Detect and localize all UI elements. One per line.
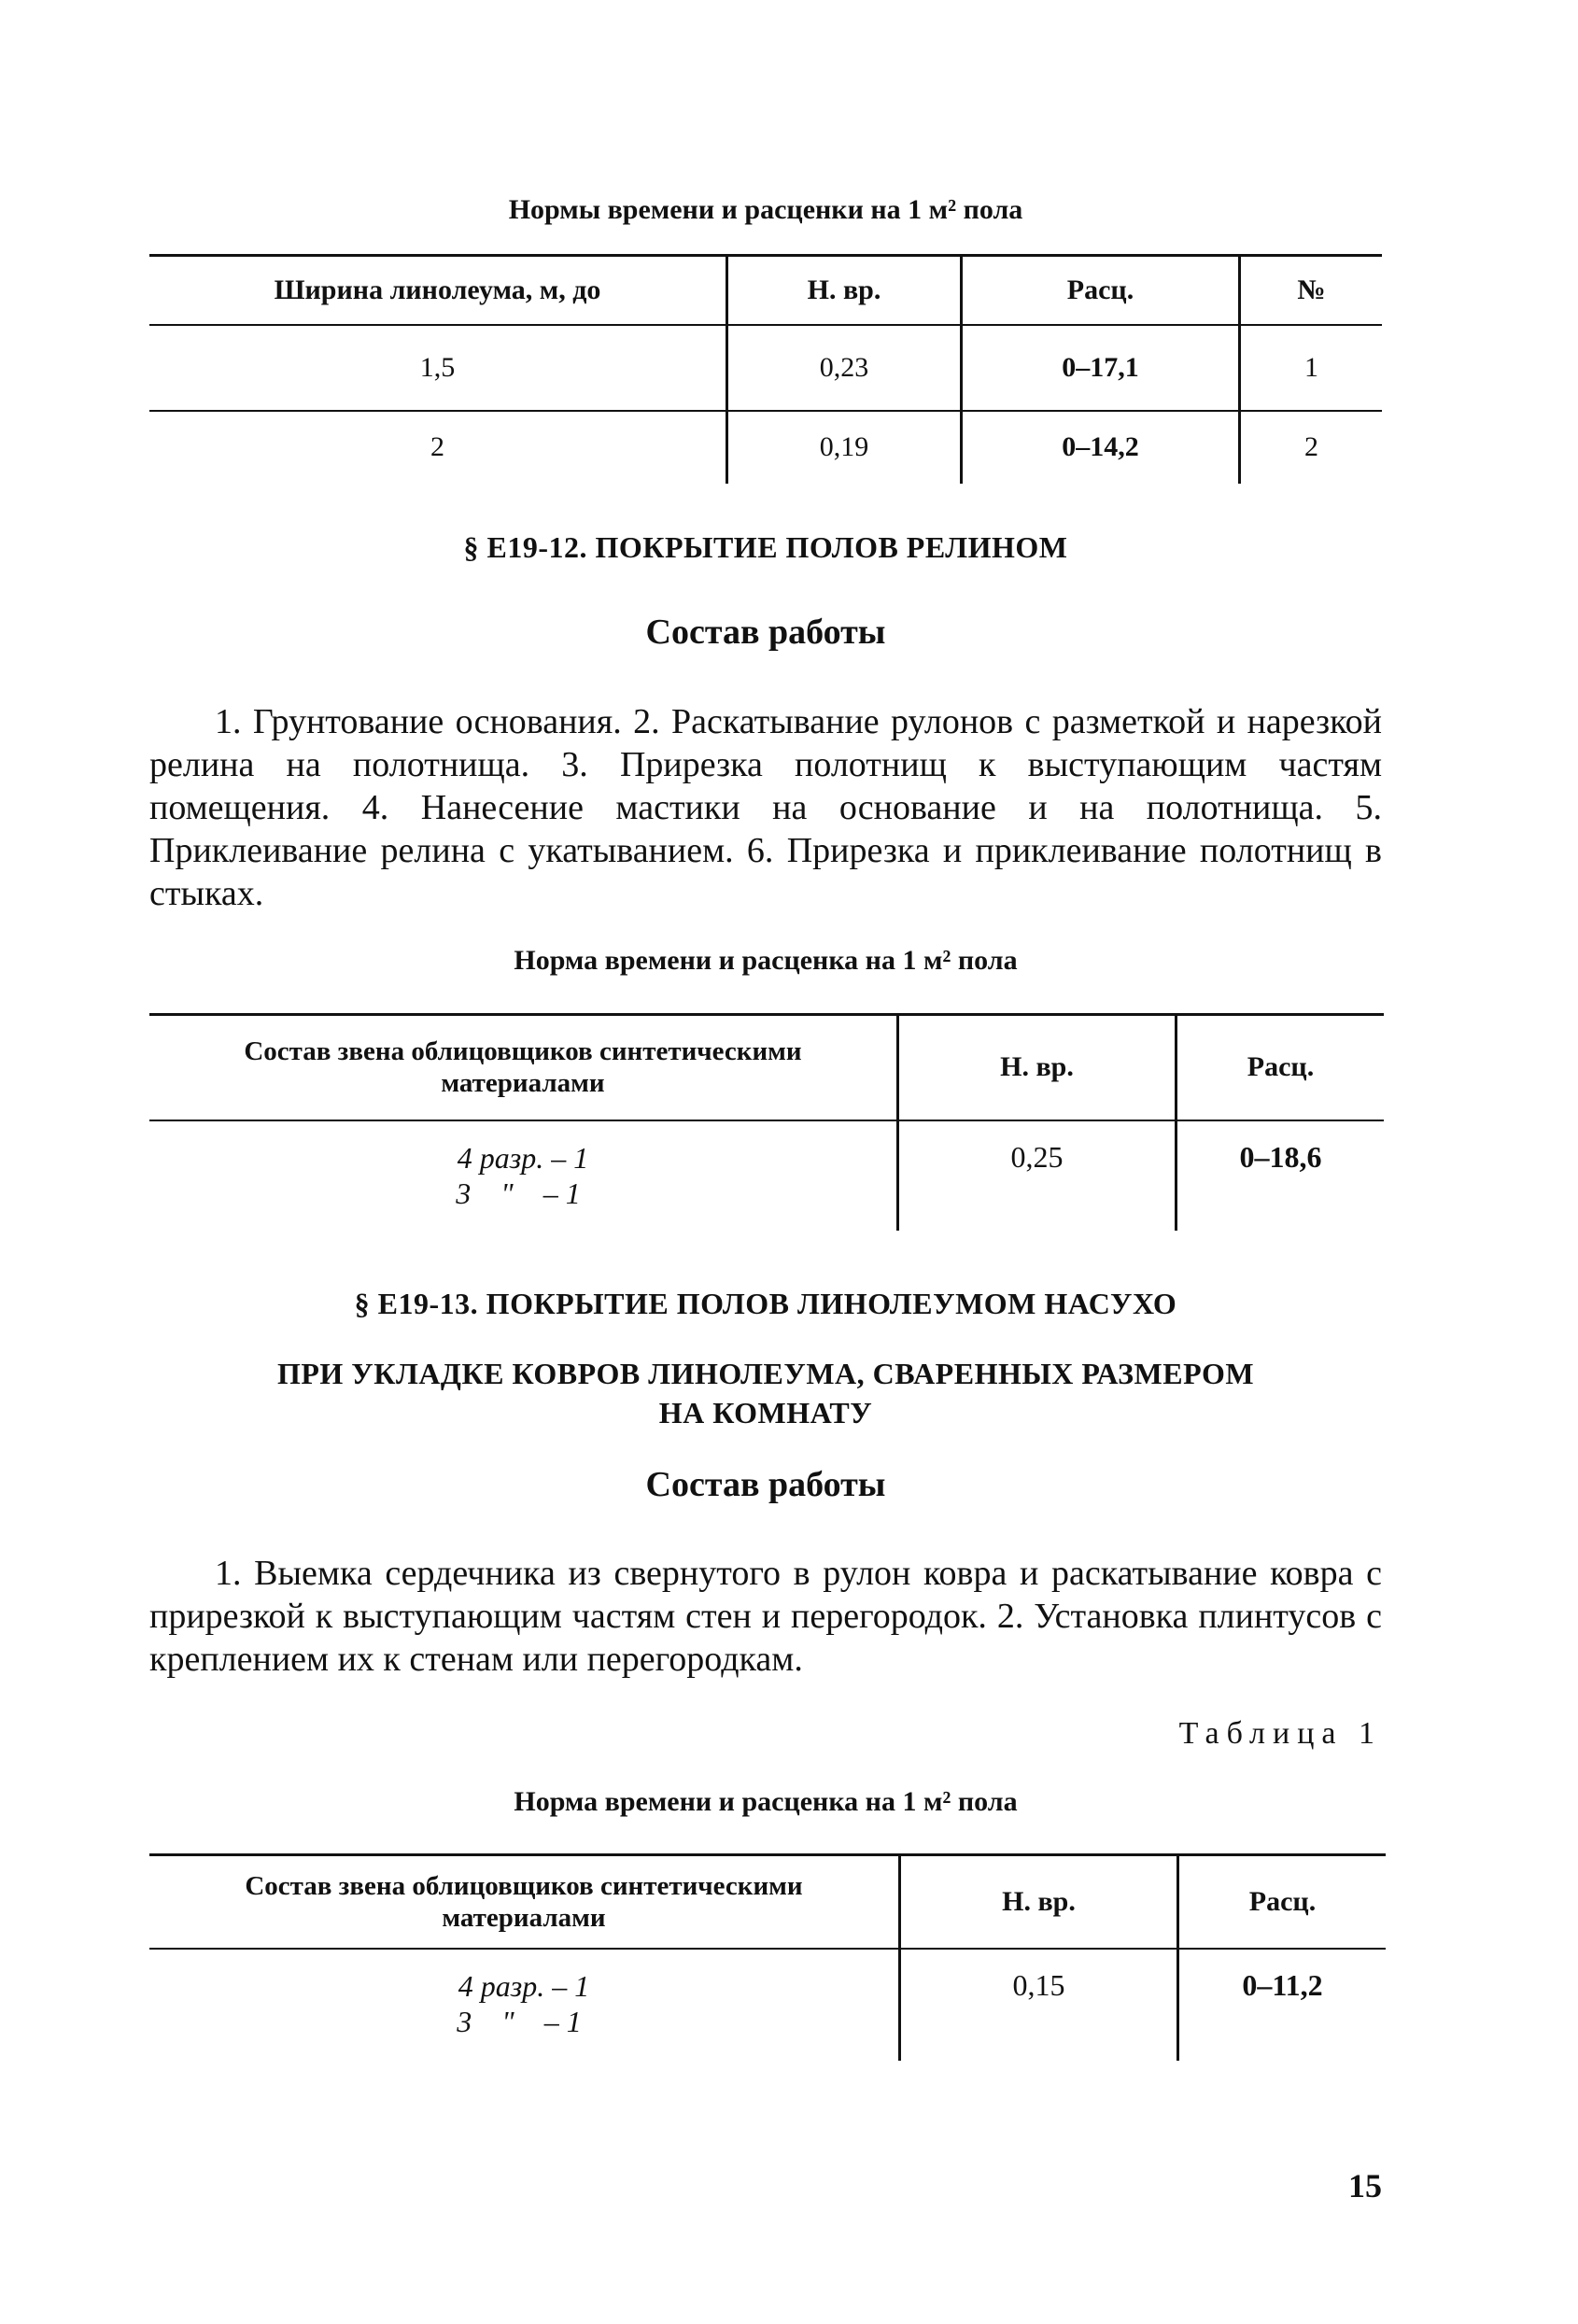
table2-norm-cell: 0,25 <box>898 1120 1176 1231</box>
table2-caption: Норма времени и расценка на 1 м² пола <box>514 945 1018 976</box>
table2-crew-line1: 4 разр. – 1 <box>457 1140 589 1175</box>
table-row <box>149 1949 1386 2061</box>
table2-crew-line2: 3 " – 1 <box>456 1176 581 1210</box>
table1-header-rate: Расц. <box>962 256 1240 325</box>
table1-header-number: № <box>1240 256 1383 325</box>
table-row <box>149 411 1382 484</box>
table3-caption: Норма времени и расценка на 1 м² пола <box>514 1786 1018 1817</box>
table3 <box>149 1853 1386 2061</box>
table1-cell: 2 <box>149 411 727 484</box>
section13-title2-line1: ПРИ УКЛАДКЕ КОВРОВ ЛИНОЛЕУМА, СВАРЕННЫХ РАЗМЕРОМ <box>276 1357 1255 1390</box>
section12-text <box>149 700 1382 915</box>
section13-title2-line2: НА КОМНАТУ <box>658 1396 873 1430</box>
table-row <box>149 325 1382 411</box>
table-row <box>149 1120 1384 1231</box>
table3-header-norm: Н. вр. <box>900 1855 1178 1949</box>
section13-title: § Е19-13. ПОКРЫТИЕ ПОЛОВ ЛИНОЛЕУМОМ НАСУХО <box>354 1287 1177 1320</box>
section13-text <box>149 1552 1382 1681</box>
table-label: Таблица 1 <box>1178 1716 1382 1751</box>
table1-caption: Нормы времени и расценки на 1 м² пола <box>508 194 1023 225</box>
table1-cell: 1,5 <box>149 325 727 411</box>
table3-crew-line1: 4 разр. – 1 <box>458 1968 590 2003</box>
table2 <box>149 1013 1384 1231</box>
table3-header-crew: Состав звена облицовщиков синтетическими материалами <box>149 1855 900 1949</box>
table1-cell: 2 <box>1304 431 1318 462</box>
table2-header-crew: Состав звена облицовщиков синтетическими материалами <box>149 1015 898 1120</box>
table2-crew-cell <box>149 1120 898 1231</box>
table1-cell: 0,19 <box>727 411 962 484</box>
table1-cell: 0–14,2 <box>962 411 1240 484</box>
table3-crew-line2: 3 " – 1 <box>457 2004 582 2038</box>
section12-subtitle: Состав работы <box>645 613 886 652</box>
table2-rate-cell: 0–18,6 <box>1239 1139 1322 1174</box>
table2-header-norm: Н. вр. <box>898 1015 1176 1120</box>
table1-cell: 1 <box>1240 325 1383 411</box>
table1-cell: 0–17,1 <box>962 325 1240 411</box>
table1-cell: 0,23 <box>727 325 962 411</box>
table2-header-rate: Расц. <box>1176 1015 1385 1120</box>
table1-header-width: Ширина линолеума, м, до <box>149 256 727 325</box>
table3-crew-cell <box>149 1949 900 2061</box>
page-number: 15 <box>1348 2167 1382 2204</box>
table3-norm-cell: 0,15 <box>900 1949 1178 2061</box>
table3-header-rate: Расц. <box>1178 1855 1387 1949</box>
section13-subtitle: Состав работы <box>645 1465 886 1504</box>
section12-paragraph: 1. Грунтование основания. 2. Раскатывание рулонов с разметкой и нарезкой релина на полотнища. 3. Прирезка полотнищ к выступающим частям помещения. 4. Нанесение мастики на основание и на полотнища. 5. Приклеивание релина с укатыванием. 6. Прирезка и приклеивание полотнищ в стыках. <box>149 702 1382 913</box>
section13-paragraph: 1. Выемка сердечника из свернутого в рулон ковра и раскатывание ковра с прирезкой к выступающим частям стен и перегородок. 2. Установка плинтусов с креплением их к стенам или перегородкам. <box>149 1554 1382 1679</box>
table1 <box>149 254 1382 484</box>
table3-rate-cell: 0–11,2 <box>1242 1967 1323 2002</box>
table1-header-norm: Н. вр. <box>727 256 962 325</box>
section12-title: § Е19-12. ПОКРЫТИЕ ПОЛОВ РЕЛИНОМ <box>463 530 1068 564</box>
